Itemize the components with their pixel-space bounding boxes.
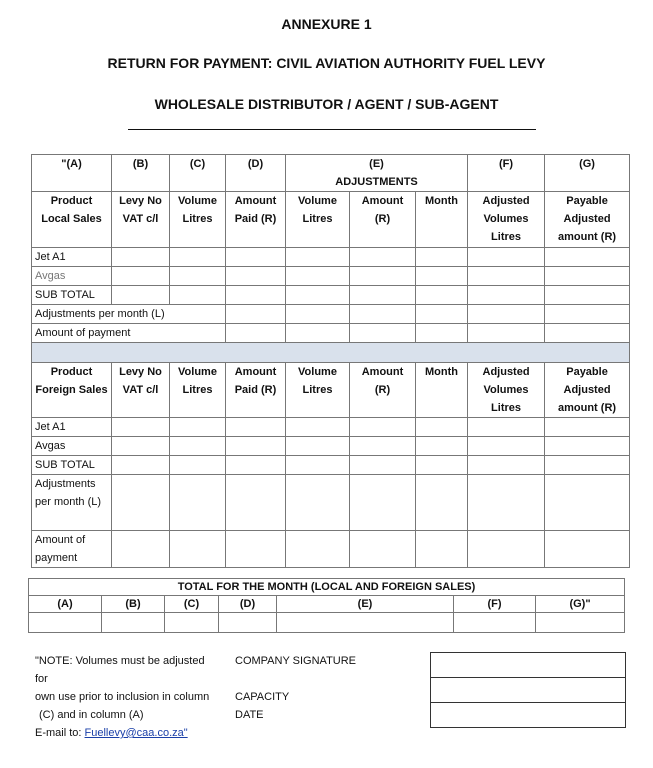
row-label: Amount of payment [32,324,226,343]
table-row [32,456,630,475]
total-col-f: (F) [454,596,536,613]
note-block [35,652,209,742]
foreign-header-product: Product Foreign Sales [32,363,112,418]
monthly-total-table [28,578,625,633]
form-title: RETURN FOR PAYMENT: CIVIL AVIATION AUTHORITY FUEL LEVY [107,55,546,71]
row-label: Adjustments per month (L) [32,305,226,324]
local-header-adjusted-volumes: Adjusted Volumes Litres [468,192,545,248]
note-line: (C) and in column (A) [39,709,144,721]
note-line: own use prior to inclusion in column [35,691,210,703]
local-header-levy: Levy No VAT c/l [112,192,170,248]
local-header-row [32,192,630,248]
col-letter-e-cell [286,155,468,192]
col-letter-f: (F) [468,155,545,192]
row-label: SUB TOTAL [32,286,112,305]
form-subtitle: WHOLESALE DISTRIBUTOR / AGENT / SUB-AGENT [154,96,499,112]
note-line: for [35,673,48,685]
local-header-month: Month [416,192,468,248]
foreign-header-month: Month [416,363,468,418]
foreign-header-adj-volume: Volume Litres [286,363,350,418]
signature-box [430,652,626,728]
title-underline [128,129,536,130]
local-header-adj-amount: Amount (R) [350,192,416,248]
table-row [32,305,630,324]
table-row [32,324,630,343]
total-values-row [29,613,625,633]
foreign-header-row [32,363,630,418]
email-line [35,724,209,742]
row-label: Jet A1 [32,418,112,437]
row-label: Avgas [32,437,112,456]
total-title: TOTAL FOR THE MONTH (LOCAL AND FOREIGN SALES) [29,579,625,596]
adjustments-label: ADJUSTMENTS [335,176,418,188]
row-label: Jet A1 [32,248,112,267]
col-letter-c: (C) [170,155,226,192]
total-col-a: (A) [29,596,102,613]
foreign-header-payable: Payable Adjusted amount (R) [545,363,630,418]
local-header-adj-volume: Volume Litres [286,192,350,248]
total-col-c: (C) [165,596,219,613]
annexure-heading: ANNEXURE 1 [281,16,372,32]
column-letter-row [32,155,630,192]
local-header-product: Product Local Sales [32,192,112,248]
table-row [32,267,630,286]
date-label: DATE [235,709,264,721]
row-label: Amount of payment [32,531,112,568]
table-row [32,531,630,568]
note-line: "NOTE: Volumes must be adjusted [35,655,205,667]
table-row [32,248,630,267]
foreign-header-adj-amount: Amount (R) [350,363,416,418]
main-levy-table [31,154,630,568]
email-link[interactable]: Fuellevy@caa.co.za" [84,727,188,739]
email-label: E-mail to: [35,727,82,739]
capacity-field[interactable] [431,678,625,703]
col-letter-g: (G) [545,155,630,192]
local-header-volume: Volume Litres [170,192,226,248]
table-row [32,475,630,531]
row-label: Avgas [32,267,112,286]
total-col-g: (G)" [536,596,625,613]
table-row [32,286,630,305]
signature-field[interactable] [431,653,625,678]
date-field[interactable] [431,703,625,727]
col-letter-e: (E) [369,158,384,170]
total-col-e: (E) [277,596,454,613]
section-divider [32,343,630,363]
company-signature-label: COMPANY SIGNATURE [235,655,357,667]
col-letter-d: (D) [226,155,286,192]
capacity-label: CAPACITY [235,691,290,703]
local-header-amount-paid: Amount Paid (R) [226,192,286,248]
row-label: SUB TOTAL [32,456,112,475]
table-row [32,418,630,437]
row-label: Adjustments per month (L) [32,475,112,531]
col-letter-b: (B) [112,155,170,192]
col-letter-a: "(A) [32,155,112,192]
table-row [32,437,630,456]
total-col-b: (B) [102,596,165,613]
foreign-header-amount-paid: Amount Paid (R) [226,363,286,418]
foreign-header-adjusted-volumes: Adjusted Volumes Litres [468,363,545,418]
foreign-header-levy: Levy No VAT c/l [112,363,170,418]
local-header-payable: Payable Adjusted amount (R) [545,192,630,248]
foreign-header-volume: Volume Litres [170,363,226,418]
total-col-d: (D) [219,596,277,613]
